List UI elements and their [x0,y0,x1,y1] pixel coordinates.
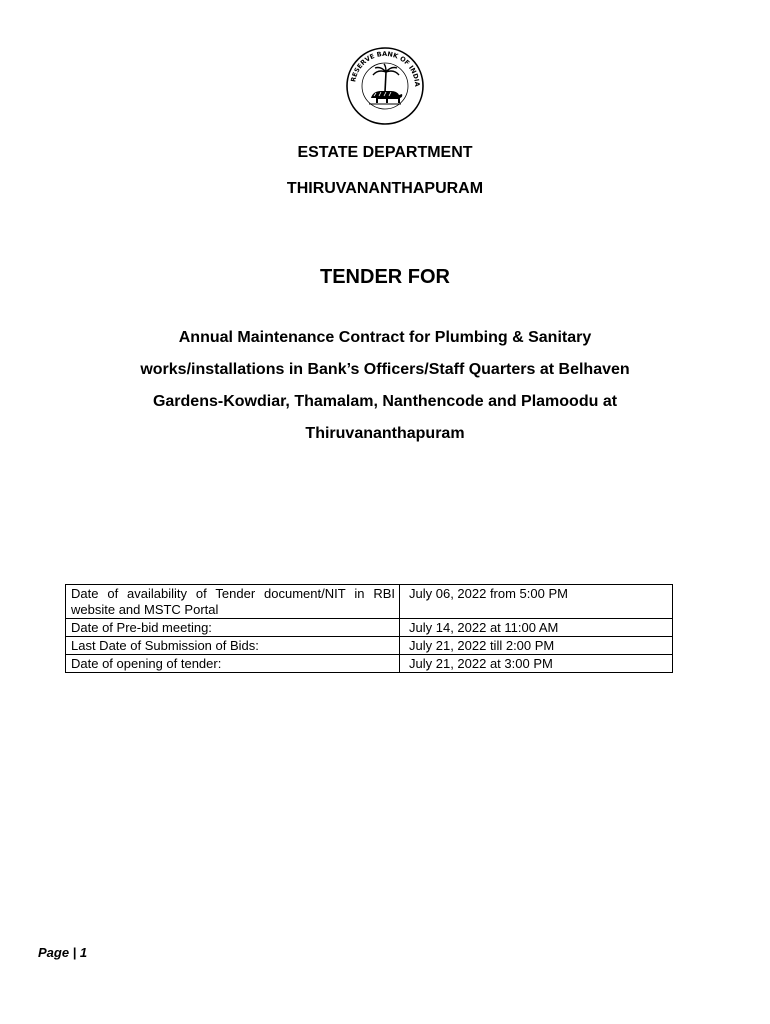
city-heading: THIRUVANANTHAPURAM [286,180,484,197]
rbi-seal-icon [345,46,425,126]
schedule-label: Last Date of Submission of Bids: [66,637,400,655]
schedule-value: July 06, 2022 from 5:00 PM [400,585,673,619]
schedule-value: July 21, 2022 till 2:00 PM [400,637,673,655]
schedule-label: Date of availability of Tender document/NIT in RBI website and MSTC Portal [66,585,400,619]
schedule-label: Date of Pre-bid meeting: [66,619,400,637]
table-row [66,585,673,619]
seal-text: RESERVE BANK OF INDIA [349,49,422,87]
subject-line: Annual Maintenance Contract for Plumbing & Sanitary [178,329,592,346]
table-row [66,637,673,655]
page-number: Page | 1 [38,945,88,960]
department-heading: ESTATE DEPARTMENT [297,144,473,161]
subject-line: Gardens-Kowdiar, Thamalam, Nanthencode and Plamoodu at [152,393,618,410]
document-title: TENDER FOR [320,266,450,288]
schedule-value: July 21, 2022 at 3:00 PM [400,655,673,673]
tender-schedule-table [65,584,673,673]
subject-line: works/installations in Bank’s Officers/Staff Quarters at Belhaven [140,361,630,378]
subject-line: Thiruvananthapuram [305,425,465,442]
schedule-value: July 14, 2022 at 11:00 AM [400,619,673,637]
table-row [66,655,673,673]
schedule-label: Date of opening of tender: [66,655,400,673]
table-row [66,619,673,637]
